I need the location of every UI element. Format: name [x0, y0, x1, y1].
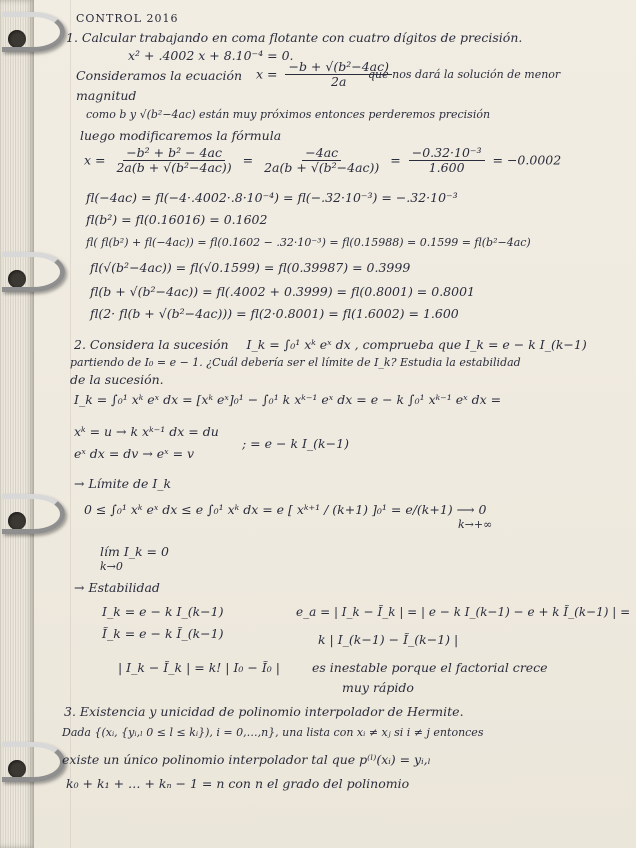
- binder-ring: [2, 494, 65, 534]
- q2-absolute-error: e_a = | I_k − Ĩ_k | = | e − k I_(k−1) − e + k Ĩ_(k−1) | =: [296, 604, 631, 619]
- formula-lhs: x =: [256, 66, 278, 82]
- q3-given-data: Dada {(xᵢ, {yᵢ,ₗ 0 ≤ l ≤ kᵢ}), i = 0,…,n}, una lista con xᵢ ≠ xⱼ si i ≠ j entonces: [62, 726, 484, 739]
- binder-ring: [2, 742, 65, 782]
- eq-fraction-2-den: 2a(b + √(b²−4ac)): [264, 160, 380, 176]
- eq-fraction-3-num: −0.32·10⁻³: [409, 146, 485, 161]
- q2-limit-result: lím I_k = 0: [100, 544, 169, 559]
- q2-unstable-text-2: muy rápido: [342, 680, 414, 695]
- q2-substitution-v: eˣ dx = dv → eˣ = v: [74, 446, 195, 461]
- q3-statement: 3. Existencia y unicidad de polinomio interpolador de Hermite.: [64, 704, 464, 719]
- q2-text-sequence: de la sucesión.: [70, 372, 164, 387]
- q2-absolute-error-2: k | I_(k−1) − Ĩ_(k−1) |: [318, 632, 459, 647]
- q1-statement: 1. Calcular trabajando en coma flotante con cuatro dígitos de precisión.: [66, 30, 523, 45]
- q1-calc-line-4: fl(√(b²−4ac)) = fl(√0.1599) = fl(0.39987) = 0.3999: [90, 260, 411, 275]
- q2-unstable-text: es inestable porque el factorial crece: [312, 660, 548, 675]
- margin-line: [70, 0, 71, 848]
- formula-numerator: −b + √(b²−4ac): [285, 60, 392, 75]
- q1-calc-line-1: fl(−4ac) = fl(−4·.4002·.8·10⁻⁴) = fl(−.32·10⁻³) = −.32·10⁻³: [86, 190, 458, 205]
- q1-calc-line-2: fl(b²) = fl(0.16016) = 0.1602: [86, 212, 268, 227]
- q2-error-growth: | I_k − Ĩ_k | = k! | I₀ − Ĩ₀ |: [118, 660, 280, 675]
- eq-fraction-1: [113, 146, 234, 176]
- q2-exact-sequence: I_k = e − k I_(k−1): [102, 604, 224, 619]
- q1-modified-formula: x = $\frac{\text{−b² + b² − 4ac}}{\text{2a(b + √(b²−4ac))}}$ = $\frac{-4ac}{\text{2a(b + √(b²−4ac))}}$ = $\frac{\text{−0.32·10⁻³}}{1.600}$ = −0.0002: [84, 145, 562, 176]
- q2-recurrence: , comprueba que I_k = e − k I_(k−1): [354, 337, 587, 352]
- q2-limit-sub: k→+∞: [458, 518, 493, 531]
- q2-limit-inequality: 0 ≤ ∫₀¹ xᵏ eˣ dx ≤ e ∫₀¹ xᵏ dx = e [ xᵏ⁺¹ / (k+1) ]₀¹ = e/(k+1) ⟶ 0: [84, 502, 487, 517]
- q2-integration-line-1: I_k = ∫₀¹ xᵏ eˣ dx = [xᵏ eˣ]₀¹ − ∫₀¹ k xᵏ⁻¹ eˣ dx = e − k ∫₀¹ xᵏ⁻¹ eˣ dx =: [74, 392, 502, 407]
- eq-lhs: x =: [84, 152, 106, 168]
- q1-equation: x² + .4002 x + 8.10⁻⁴ = 0.: [128, 48, 294, 63]
- q2-recurrence-result: ; = e − k I_(k−1): [242, 436, 349, 451]
- q1-text-solution: que nos dará la solución de menor: [368, 68, 561, 81]
- binder-ring: [2, 12, 65, 52]
- q1-calc-line-5: fl(b + √(b²−4ac)) = fl(.4002 + 0.3999) = fl(0.8001) = 0.8001: [90, 284, 475, 299]
- q2-limit-result-sub: k→0: [100, 560, 123, 573]
- eq-fraction-2: [261, 146, 382, 176]
- q3-existence: existe un único polinomio interpolador tal que p⁽ˡ⁾(xᵢ) = yᵢ,ₗ: [62, 752, 431, 767]
- q2-definition: I_k = ∫₀¹ xᵏ eˣ dx: [246, 337, 351, 352]
- binder-ring: [2, 252, 65, 292]
- q2-limit-title: → Límite de I_k: [74, 476, 172, 491]
- q2-statement: [74, 337, 587, 352]
- q1-text-precision: como b y √(b²−4ac) están muy próximos entonces perderemos precisión: [86, 108, 491, 121]
- q2-approx-sequence: Ĩ_k = e − k Ĩ_(k−1): [102, 626, 224, 641]
- q1-calc-line-3: fl( fl(b²) + fl(−4ac)) = fl(0.1602 − .32·10⁻³) = fl(0.15988) = 0.1599 = fl(b²−4ac): [86, 236, 531, 249]
- formula-denominator: 2a: [331, 74, 347, 90]
- eq-result: = −0.0002: [492, 152, 562, 168]
- page-stack-edge: [0, 0, 34, 848]
- q1-calc-line-6: fl(2· fl(b + √(b²−4ac))) = fl(2·0.8001) = fl(1.6002) = 1.600: [90, 306, 459, 321]
- eq-fraction-1-den: 2a(b + √(b²−4ac)): [116, 160, 232, 176]
- page-title: CONTROL 2016: [76, 12, 179, 25]
- q1-text-magnitude: magnitud: [76, 88, 137, 103]
- q2-text-limit: partiendo de I₀ = e − 1. ¿Cuál debería ser el límite de I_k? Estudia la estabilidad: [70, 356, 521, 369]
- q1-text-modify: luego modificaremos la fórmula: [80, 128, 282, 143]
- q1-text-consider: Consideramos la ecuación: [76, 68, 243, 83]
- eq-fraction-2-num: −4ac: [302, 146, 341, 161]
- eq-fraction-1-num: −b² + b² − 4ac: [123, 146, 225, 161]
- q2-intro: 2. Considera la sucesión: [74, 337, 229, 352]
- q2-stability-title: → Estabilidad: [74, 580, 160, 595]
- q3-degree-condition: k₀ + k₁ + … + kₙ − 1 = n con n el grado del polinomio: [66, 776, 410, 791]
- eq-fraction-3-den: 1.600: [428, 160, 465, 176]
- q2-substitution-u: xᵏ = u → k xᵏ⁻¹ dx = du: [74, 424, 219, 439]
- eq-fraction-3: [409, 146, 485, 176]
